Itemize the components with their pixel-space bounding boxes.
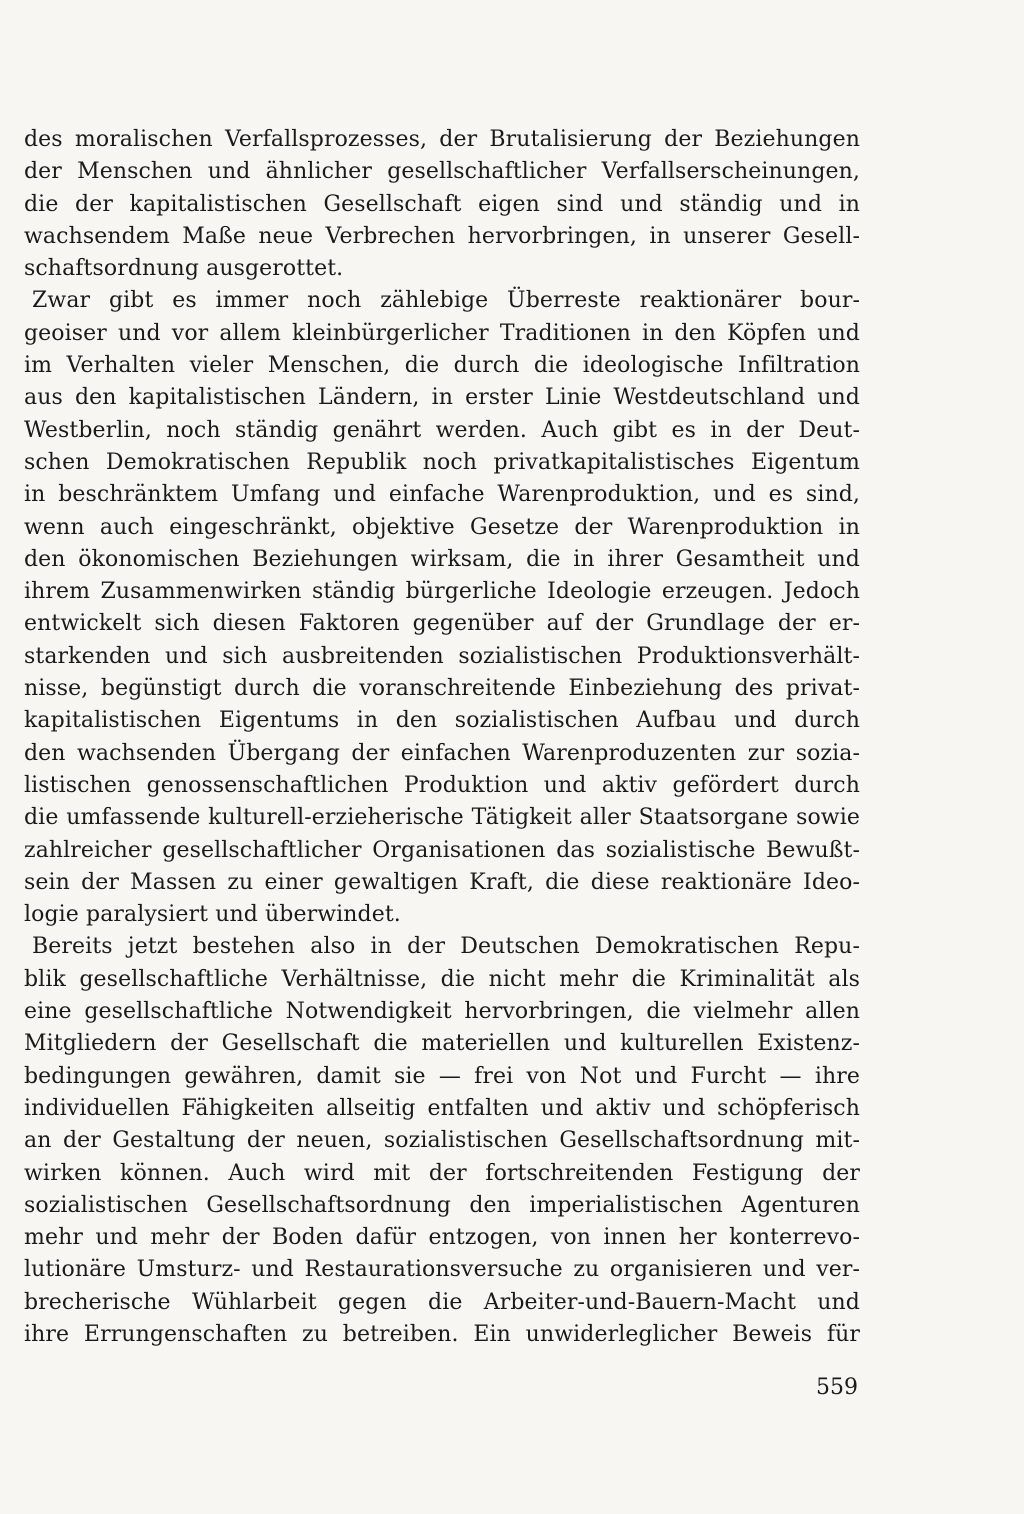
text-line: bedingungen gewähren, damit sie — frei von Not und Furcht — ihre: [24, 1063, 860, 1089]
text-line: schen Demokratischen Republik noch privatkapitalistisches Eigentum: [24, 449, 860, 475]
text-line: die der kapitalistischen Gesellschaft eigen sind und ständig und in: [24, 191, 860, 217]
text-line: der Menschen und ähnlicher gesellschaftlicher Verfallserscheinungen,: [24, 159, 860, 185]
text-line: im Verhalten vieler Menschen, die durch die ideologische Infiltration: [24, 353, 860, 379]
text-line: die umfassende kulturell-erzieherische Tätigkeit aller Staatsorgane sowie: [24, 805, 860, 831]
text-line: starkenden und sich ausbreitenden sozialistischen Produktionsverhält-: [24, 643, 860, 669]
paragraph-3: [24, 931, 860, 1351]
text-line: listischen genossenschaftlichen Produktion und aktiv gefördert durch: [24, 772, 860, 798]
text-line: sozialistischen Gesellschaftsordnung den imperialistischen Agenturen: [24, 1192, 860, 1218]
text-line: zahlreicher gesellschaftlicher Organisationen das sozialistische Bewußt-: [24, 837, 860, 863]
text-line: in beschränktem Umfang und einfache Warenproduktion, und es sind,: [24, 482, 860, 508]
text-line: ihre Errungenschaften zu betreiben. Ein unwiderleglicher Beweis für: [24, 1321, 860, 1347]
text-line: wenn auch eingeschränkt, objektive Gesetze der Warenproduktion in: [24, 514, 860, 540]
text-line: Mitgliedern der Gesellschaft die materiellen und kulturellen Existenz-: [24, 1031, 860, 1057]
text-line: ihrem Zusammenwirken ständig bürgerliche Ideologie erzeugen. Jedoch: [24, 579, 860, 605]
body-text: [24, 124, 860, 1351]
paragraph-1: [24, 124, 860, 285]
text-line: kapitalistischen Eigentums in den sozialistischen Aufbau und durch: [24, 708, 860, 734]
text-line: an der Gestaltung der neuen, sozialistischen Gesellschaftsordnung mit-: [24, 1128, 860, 1154]
text-line: logie paralysiert und überwindet.: [24, 902, 401, 928]
text-line: schaftsordnung ausgerottet.: [24, 256, 344, 282]
text-line: Zwar gibt es immer noch zählebige Überreste reaktionärer bour-: [32, 288, 860, 314]
text-line: wachsendem Maße neue Verbrechen hervorbringen, in unserer Gesell-: [24, 223, 860, 249]
page-number: 559: [816, 1375, 858, 1400]
text-line: den ökonomischen Beziehungen wirksam, die in ihrer Gesamtheit und: [24, 546, 860, 572]
text-line: des moralischen Verfallsprozesses, der Brutalisierung der Beziehungen: [24, 127, 860, 152]
text-line: blik gesellschaftliche Verhältnisse, die nicht mehr die Kriminalität als: [24, 966, 860, 992]
text-line: den wachsenden Übergang der einfachen Warenproduzenten zur sozia-: [24, 740, 860, 766]
paragraph-2: [24, 285, 860, 931]
text-line: sein der Massen zu einer gewaltigen Kraft, die diese reaktionäre Ideo-: [24, 869, 860, 895]
text-line: individuellen Fähigkeiten allseitig entfalten und aktiv und schöpferisch: [24, 1095, 860, 1121]
text-line: lutionäre Umsturz- und Restaurationsversuche zu organisieren und ver-: [24, 1257, 860, 1283]
text-line: geoiser und vor allem kleinbürgerlicher Traditionen in den Köpfen und: [24, 320, 860, 346]
text-line: brecherische Wühlarbeit gegen die Arbeiter-und-Bauern-Macht und: [24, 1289, 860, 1315]
text-line: nisse, begünstigt durch die voranschreitende Einbeziehung des privat-: [24, 676, 860, 702]
text-line: Bereits jetzt bestehen also in der Deutschen Demokratischen Repu-: [32, 934, 860, 960]
text-line: mehr und mehr der Boden dafür entzogen, von innen her konterrevo-: [24, 1225, 860, 1251]
text-line: aus den kapitalistischen Ländern, in erster Linie Westdeutschland und: [24, 385, 860, 411]
text-line: wirken können. Auch wird mit der fortschreitenden Festigung der: [24, 1160, 860, 1186]
text-line: Westberlin, noch ständig genährt werden. Auch gibt es in der Deut-: [24, 417, 860, 443]
text-line: entwickelt sich diesen Faktoren gegenüber auf der Grundlage der er-: [24, 611, 860, 637]
text-line: eine gesellschaftliche Notwendigkeit hervorbringen, die vielmehr allen: [24, 999, 860, 1025]
